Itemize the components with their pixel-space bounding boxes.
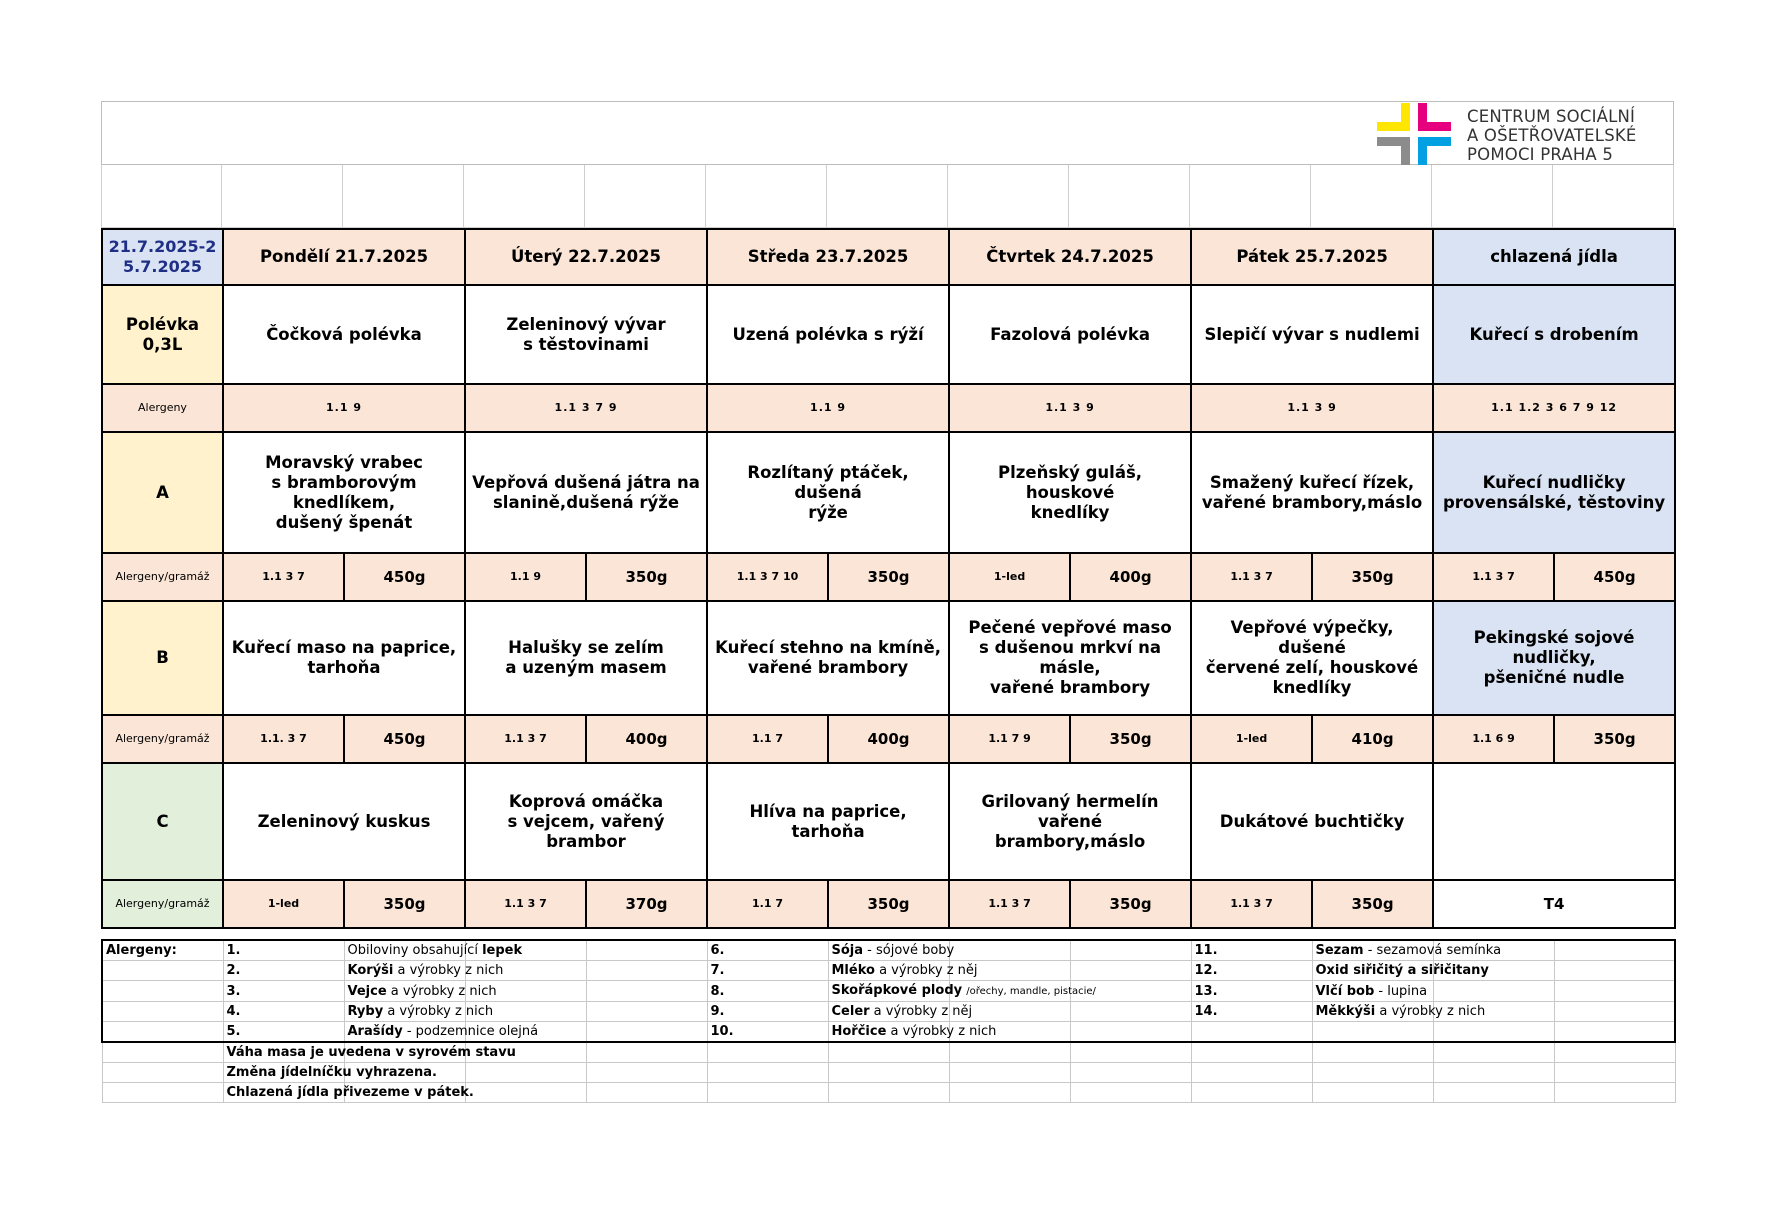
meal-b-info-row [102, 715, 1675, 763]
legend-row [102, 961, 1675, 981]
cross-logo-icon [1377, 103, 1451, 165]
meal-dish: Vepřová dušená játra na slanině,dušená rýže [465, 432, 707, 553]
chilled-extra-code: T4 [1433, 880, 1675, 928]
info-label: Alergeny/gramáž [102, 715, 223, 763]
legend-num: 14. [1191, 1002, 1312, 1022]
weight: 400g [1070, 553, 1191, 601]
logo-line-3: POMOCI PRAHA 5 [1467, 145, 1614, 164]
note-row [102, 1063, 1675, 1083]
soup-allergens: 1.1 3 9 [1191, 384, 1433, 432]
weight: 350g [344, 880, 465, 928]
legend-row [102, 940, 1675, 961]
allergen-codes: 1.1 6 9 [1433, 715, 1554, 763]
empty-grid-row [101, 165, 1674, 228]
meal-label: B [102, 601, 223, 715]
weight: 350g [828, 880, 949, 928]
legend-text: Vlčí bob - lupina [1312, 981, 1433, 1002]
day-header-mon: Pondělí 21.7.2025 [223, 229, 465, 285]
allergen-codes: 1.1 3 7 [949, 880, 1070, 928]
logo-line-1: CENTRUM SOCIÁLNÍ [1467, 107, 1636, 126]
day-header-fri: Pátek 25.7.2025 [1191, 229, 1433, 285]
legend-num: 9. [707, 1002, 828, 1022]
weight: 400g [586, 715, 707, 763]
date-range-cell: 21.7.2025-2 5.7.2025 [102, 229, 223, 285]
legend-title: Alergeny: [102, 940, 223, 961]
weight: 350g [586, 553, 707, 601]
meal-dish-empty [1433, 763, 1675, 880]
meal-dish: Zeleninový kuskus [223, 763, 465, 880]
weight: 410g [1312, 715, 1433, 763]
allergen-codes: 1-led [223, 880, 344, 928]
allergen-codes: 1.1 3 7 [223, 553, 344, 601]
soup-dish: Uzená polévka s rýží [707, 285, 949, 384]
soup-allergens: 1.1 3 9 [949, 384, 1191, 432]
soup-label: Polévka 0,3L [102, 285, 223, 384]
meal-dish: Plzeňský guláš, houskové knedlíky [949, 432, 1191, 553]
note-text: Váha masa je uvedena v syrovém stavu [223, 1042, 344, 1063]
weight: 450g [1554, 553, 1675, 601]
note-row [102, 1083, 1675, 1103]
legend-text: Vejce a výrobky z nich [344, 981, 465, 1002]
meal-dish: Pekingské sojové nudličky, pšeničné nudle [1433, 601, 1675, 715]
meal-dish: Dukátové buchtičky [1191, 763, 1433, 880]
legend-num: 6. [707, 940, 828, 961]
legend-num: 4. [223, 1002, 344, 1022]
allergen-codes: 1-led [949, 553, 1070, 601]
legend-num: 11. [1191, 940, 1312, 961]
legend-text: Celer a výrobky z něj [828, 1002, 949, 1022]
weight: 350g [1312, 880, 1433, 928]
allergen-codes: 1.1 3 7 [465, 880, 586, 928]
soup-allergen-label: Alergeny [102, 384, 223, 432]
allergen-codes: 1.1 3 7 [1433, 553, 1554, 601]
allergen-codes: 1.1 3 7 10 [707, 553, 828, 601]
meal-a-row [102, 432, 1675, 553]
weight: 400g [828, 715, 949, 763]
legend-row [102, 981, 1675, 1002]
weight: 370g [586, 880, 707, 928]
allergen-codes: 1.1 3 7 [1191, 880, 1312, 928]
allergen-codes: 1.1 9 [465, 553, 586, 601]
legend-num: 7. [707, 961, 828, 981]
weight: 350g [828, 553, 949, 601]
meal-dish: Kuřecí nudličky provensálské, těstoviny [1433, 432, 1675, 553]
meal-dish: Grilovaný hermelín vařené brambory,máslo [949, 763, 1191, 880]
meal-dish: Rozlítaný ptáček, dušená rýže [707, 432, 949, 553]
legend-num: 10. [707, 1022, 828, 1043]
day-header-thu: Čtvrtek 24.7.2025 [949, 229, 1191, 285]
allergen-legend [101, 939, 1676, 1103]
day-header-tue: Úterý 22.7.2025 [465, 229, 707, 285]
weight: 350g [1312, 553, 1433, 601]
legend-text: Korýši a výrobky z nich [344, 961, 465, 981]
allergen-codes: 1.1. 3 7 [223, 715, 344, 763]
organization-logo [1377, 103, 1659, 165]
legend-num: 2. [223, 961, 344, 981]
day-header-wed: Středa 23.7.2025 [707, 229, 949, 285]
legend-text: Sezam - sezamová semínka [1312, 940, 1433, 961]
menu-sheet [101, 101, 1674, 1103]
meal-b-row [102, 601, 1675, 715]
weekly-menu-table [101, 228, 1676, 929]
legend-text: Měkkýši a výrobky z nich [1312, 1002, 1433, 1022]
soup-dish: Čočková polévka [223, 285, 465, 384]
soup-dish: Zeleninový vývar s těstovinami [465, 285, 707, 384]
meal-c-info-row [102, 880, 1675, 928]
legend-row [102, 1022, 1675, 1043]
meal-dish: Kuřecí stehno na kmíně, vařené brambory [707, 601, 949, 715]
meal-label: C [102, 763, 223, 880]
meal-label: A [102, 432, 223, 553]
legend-text: Arašídy - podzemnice olejná [344, 1022, 465, 1043]
legend-text: Ryby a výrobky z nich [344, 1002, 465, 1022]
sheet-header [101, 101, 1674, 165]
weight: 350g [1070, 715, 1191, 763]
meal-dish: Vepřové výpečky, dušené červené zelí, houskové knedlíky [1191, 601, 1433, 715]
legend-num: 3. [223, 981, 344, 1002]
logo-text [1467, 107, 1637, 164]
meal-dish: Pečené vepřové maso s dušenou mrkví na másle, vařené brambory [949, 601, 1191, 715]
allergen-codes: 1.1 7 9 [949, 715, 1070, 763]
soup-dish: Slepičí vývar s nudlemi [1191, 285, 1433, 384]
legend-text: Obiloviny obsahující lepek [344, 940, 465, 961]
meal-dish: Halušky se zelím a uzeným masem [465, 601, 707, 715]
weight: 450g [344, 715, 465, 763]
day-header-chilled: chlazená jídla [1433, 229, 1675, 285]
logo-line-2: A OŠETŘOVATELSKÉ [1467, 126, 1637, 145]
info-label: Alergeny/gramáž [102, 553, 223, 601]
legend-num: 1. [223, 940, 344, 961]
legend-num: 8. [707, 981, 828, 1002]
meal-a-info-row [102, 553, 1675, 601]
meal-dish: Kuřecí maso na paprice, tarhoňa [223, 601, 465, 715]
soup-allergens: 1.1 3 7 9 [465, 384, 707, 432]
legend-text: Skořápkové plody /ořechy, mandle, pistacie/ [828, 981, 949, 1002]
allergen-codes: 1.1 7 [707, 880, 828, 928]
meal-dish: Hlíva na paprice, tarhoňa [707, 763, 949, 880]
legend-num: 13. [1191, 981, 1312, 1002]
legend-num: 5. [223, 1022, 344, 1043]
legend-num: 12. [1191, 961, 1312, 981]
allergen-codes: 1.1 7 [707, 715, 828, 763]
allergen-codes: 1-led [1191, 715, 1312, 763]
note-text: Chlazená jídla přivezeme v pátek. [223, 1083, 344, 1103]
soup-allergens: 1.1 9 [223, 384, 465, 432]
header-row [102, 229, 1675, 285]
meal-c-row [102, 763, 1675, 880]
meal-dish: Koprová omáčka s vejcem, vařený brambor [465, 763, 707, 880]
legend-text: Hořčice a výrobky z nich [828, 1022, 949, 1043]
legend-row [102, 1002, 1675, 1022]
soup-allergen-row [102, 384, 1675, 432]
weight: 350g [1554, 715, 1675, 763]
note-text: Změna jídelníčku vyhrazena. [223, 1063, 344, 1083]
legend-text: Mléko a výrobky z něj [828, 961, 949, 981]
info-label: Alergeny/gramáž [102, 880, 223, 928]
weight: 350g [1070, 880, 1191, 928]
legend-text: Sója - sójové boby [828, 940, 949, 961]
meal-dish: Moravský vrabec s bramborovým knedlíkem, dušený špenát [223, 432, 465, 553]
soup-allergens: 1.1 9 [707, 384, 949, 432]
meal-dish: Smažený kuřecí řízek, vařené brambory,máslo [1191, 432, 1433, 553]
allergen-codes: 1.1 3 7 [465, 715, 586, 763]
note-row [102, 1042, 1675, 1063]
soup-allergens: 1.1 1.2 3 6 7 9 12 [1433, 384, 1675, 432]
soup-dish: Kuřecí s drobením [1433, 285, 1675, 384]
legend-text: Oxid siřičitý a siřičitany [1312, 961, 1433, 981]
soup-row [102, 285, 1675, 384]
soup-dish: Fazolová polévka [949, 285, 1191, 384]
weight: 450g [344, 553, 465, 601]
allergen-codes: 1.1 3 7 [1191, 553, 1312, 601]
